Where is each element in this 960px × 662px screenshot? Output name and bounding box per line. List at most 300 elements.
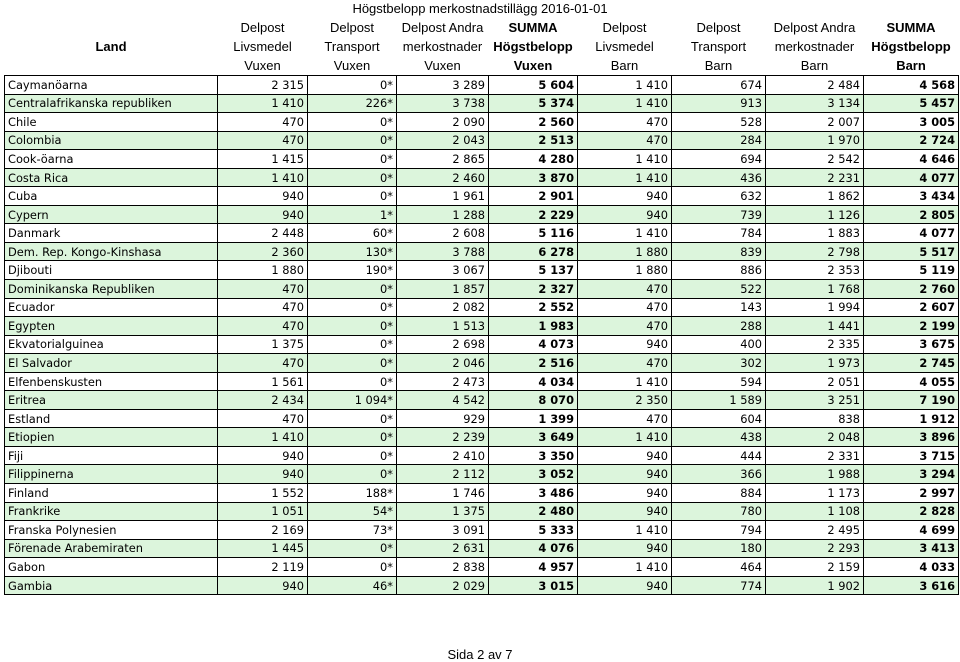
value-cell: 3 294 [864,465,959,484]
value-cell: 3 788 [397,242,489,261]
country-cell: Gabon [5,558,218,577]
value-cell: 0* [308,409,397,428]
value-cell: 1 410 [578,94,672,113]
value-cell: 1 513 [397,317,489,336]
value-cell: 2 608 [397,224,489,243]
table-row [5,113,959,132]
column-header: Vuxen [308,56,397,76]
value-cell: 784 [672,224,766,243]
column-header: merkostnader [402,39,483,54]
value-cell: 366 [672,465,766,484]
column-header: Delpost [240,20,285,35]
country-cell: Dem. Rep. Kongo-Kinshasa [5,242,218,261]
country-cell: El Salvador [5,354,218,373]
value-cell: 470 [578,298,672,317]
table-row [5,446,959,465]
value-cell: 470 [578,354,672,373]
value-cell: 4 280 [489,150,578,169]
table-row [5,187,959,206]
column-header: Vuxen [218,56,308,76]
value-cell: 1 988 [766,465,864,484]
value-cell: 1 880 [218,261,308,280]
value-cell: 2 231 [766,168,864,187]
value-cell: 3 251 [766,391,864,410]
value-cell: 1 441 [766,317,864,336]
country-cell: Centralafrikanska republiken [5,94,218,113]
table-row [5,428,959,447]
value-cell: 5 137 [489,261,578,280]
value-cell: 226* [308,94,397,113]
value-cell: 0* [308,354,397,373]
column-header: Högstbelopp [493,39,573,54]
column-header: Transport [690,39,747,54]
value-cell: 2 480 [489,502,578,521]
value-cell: 2 350 [578,391,672,410]
value-cell: 470 [218,298,308,317]
value-cell: 2 410 [397,446,489,465]
value-cell: 1 983 [489,317,578,336]
value-cell: 438 [672,428,766,447]
country-cell: Gambia [5,576,218,595]
value-cell: 2 229 [489,205,578,224]
value-cell: 1 410 [218,168,308,187]
value-cell: 4 542 [397,391,489,410]
value-cell: 2 901 [489,187,578,206]
value-cell: 3 005 [864,113,959,132]
value-cell: 940 [578,187,672,206]
table-row [5,168,959,187]
value-cell: 940 [218,187,308,206]
value-cell: 2 698 [397,335,489,354]
value-cell: 1 173 [766,484,864,503]
table-row [5,335,959,354]
country-cell: Elfenbenskusten [5,372,218,391]
value-cell: 1 883 [766,224,864,243]
value-cell: 0* [308,168,397,187]
value-cell: 2 112 [397,465,489,484]
table-row [5,242,959,261]
column-header: Delpost [602,20,647,35]
country-cell: Filippinerna [5,465,218,484]
value-cell: 3 738 [397,94,489,113]
table-row [5,409,959,428]
value-cell: 0* [308,187,397,206]
value-cell: 2 838 [397,558,489,577]
value-cell: 1 399 [489,409,578,428]
value-cell: 3 289 [397,76,489,95]
value-cell: 470 [578,131,672,150]
country-cell: Cook-öarna [5,150,218,169]
page-title: Högstbelopp merkostnadstillägg 2016-01-01 [352,1,608,16]
country-cell: Colombia [5,131,218,150]
value-cell: 1 445 [218,539,308,558]
value-cell: 5 517 [864,242,959,261]
country-cell: Cypern [5,205,218,224]
value-cell: 470 [218,131,308,150]
table-row [5,502,959,521]
value-cell: 0* [308,131,397,150]
value-cell: 4 073 [489,335,578,354]
column-header: Vuxen [397,56,489,76]
value-cell: 2 552 [489,298,578,317]
country-cell: Fiji [5,446,218,465]
value-cell: 2 484 [766,76,864,95]
value-cell: 464 [672,558,766,577]
country-cell: Estland [5,409,218,428]
value-cell: 2 560 [489,113,578,132]
value-cell: 1 410 [578,150,672,169]
country-cell: Finland [5,484,218,503]
table-row [5,576,959,595]
country-cell: Frankrike [5,502,218,521]
table-row [5,372,959,391]
value-cell: 1 880 [578,261,672,280]
value-cell: 143 [672,298,766,317]
value-cell: 0* [308,298,397,317]
value-cell: 2 631 [397,539,489,558]
column-header: SUMMA [508,20,558,35]
value-cell: 4 077 [864,224,959,243]
value-cell: 4 646 [864,150,959,169]
value-cell: 1 880 [578,242,672,261]
value-cell: 940 [578,539,672,558]
column-header: Högstbelopp [871,39,951,54]
value-cell: 4 055 [864,372,959,391]
value-cell: 1 410 [218,94,308,113]
value-cell: 0* [308,280,397,299]
value-cell: 886 [672,261,766,280]
country-cell: Dominikanska Republiken [5,280,218,299]
value-cell: 7 190 [864,391,959,410]
value-cell: 470 [218,354,308,373]
value-cell: 1 857 [397,280,489,299]
column-header: Transport [324,39,380,54]
column-header: merkostnader [774,39,855,54]
value-cell: 5 374 [489,94,578,113]
value-cell: 2 798 [766,242,864,261]
value-cell: 0* [308,558,397,577]
value-cell: 436 [672,168,766,187]
table-row [5,391,959,410]
country-cell: Djibouti [5,261,218,280]
value-cell: 594 [672,372,766,391]
table-row [5,224,959,243]
value-cell: 1 375 [397,502,489,521]
value-cell: 940 [578,446,672,465]
country-cell: Chile [5,113,218,132]
value-cell: 2 046 [397,354,489,373]
value-cell: 528 [672,113,766,132]
column-header: Barn [766,56,864,76]
value-cell: 3 434 [864,187,959,206]
value-cell: 1* [308,205,397,224]
value-cell: 3 649 [489,428,578,447]
country-cell: Costa Rica [5,168,218,187]
country-cell: Franska Polynesien [5,521,218,540]
value-cell: 794 [672,521,766,540]
value-cell: 1 912 [864,409,959,428]
value-cell: 3 067 [397,261,489,280]
value-cell: 3 350 [489,446,578,465]
value-cell: 839 [672,242,766,261]
value-cell: 470 [578,113,672,132]
value-cell: 1 746 [397,484,489,503]
value-cell: 2 745 [864,354,959,373]
value-cell: 0* [308,317,397,336]
value-cell: 0* [308,428,397,447]
value-cell: 940 [578,205,672,224]
column-header: Barn [578,56,672,76]
value-cell: 2 335 [766,335,864,354]
value-cell: 4 034 [489,372,578,391]
country-cell: Etiopien [5,428,218,447]
header-row [5,18,959,37]
value-cell: 8 070 [489,391,578,410]
value-cell: 1 589 [672,391,766,410]
value-cell: 1 410 [578,76,672,95]
value-cell: 940 [578,335,672,354]
value-cell: 1 561 [218,372,308,391]
value-cell: 940 [578,502,672,521]
value-cell: 130* [308,242,397,261]
column-header-land: Land [95,39,127,54]
value-cell: 3 675 [864,335,959,354]
value-cell: 5 333 [489,521,578,540]
table-row [5,354,959,373]
value-cell: 1 961 [397,187,489,206]
column-header: Livsmedel [233,39,292,54]
value-cell: 3 134 [766,94,864,113]
value-cell: 0* [308,446,397,465]
value-cell: 2 082 [397,298,489,317]
value-cell: 4 033 [864,558,959,577]
value-cell: 180 [672,539,766,558]
value-cell: 1 862 [766,187,864,206]
value-cell: 3 091 [397,521,489,540]
value-cell: 1 410 [578,558,672,577]
value-cell: 5 604 [489,76,578,95]
column-header: Livsmedel [595,39,654,54]
value-cell: 3 486 [489,484,578,503]
value-cell: 632 [672,187,766,206]
value-cell: 2 542 [766,150,864,169]
value-cell: 1 051 [218,502,308,521]
value-cell: 3 015 [489,576,578,595]
value-cell: 2 434 [218,391,308,410]
value-cell: 2 239 [397,428,489,447]
allowance-table [4,18,959,595]
value-cell: 4 699 [864,521,959,540]
value-cell: 3 616 [864,576,959,595]
value-cell: 2 090 [397,113,489,132]
value-cell: 2 293 [766,539,864,558]
value-cell: 2 460 [397,168,489,187]
value-cell: 5 457 [864,94,959,113]
value-cell: 522 [672,280,766,299]
column-header: Delpost [329,20,375,35]
table-row [5,521,959,540]
table-row [5,465,959,484]
value-cell: 5 116 [489,224,578,243]
table-row [5,484,959,503]
value-cell: 1 970 [766,131,864,150]
value-cell: 470 [218,280,308,299]
value-cell: 1 902 [766,576,864,595]
value-cell: 1 410 [578,168,672,187]
value-cell: 470 [578,317,672,336]
value-cell: 940 [578,576,672,595]
table-row [5,280,959,299]
value-cell: 1 410 [578,372,672,391]
value-cell: 913 [672,94,766,113]
value-cell: 2 997 [864,484,959,503]
column-header: SUMMA [886,20,936,35]
value-cell: 188* [308,484,397,503]
value-cell: 1 994 [766,298,864,317]
country-cell: Ecuador [5,298,218,317]
value-cell: 2 048 [766,428,864,447]
page-number: Sida 2 av 7 [447,647,513,662]
value-cell: 780 [672,502,766,521]
value-cell: 3 052 [489,465,578,484]
value-cell: 54* [308,502,397,521]
table-row [5,317,959,336]
value-cell: 940 [578,484,672,503]
value-cell: 2 513 [489,131,578,150]
value-cell: 302 [672,354,766,373]
value-cell: 940 [218,205,308,224]
column-header: Barn [672,56,766,76]
value-cell: 73* [308,521,397,540]
value-cell: 2 331 [766,446,864,465]
value-cell: 5 119 [864,261,959,280]
value-cell: 2 353 [766,261,864,280]
value-cell: 1 410 [578,224,672,243]
value-cell: 1 410 [218,428,308,447]
value-cell: 4 077 [864,168,959,187]
value-cell: 2 865 [397,150,489,169]
value-cell: 2 159 [766,558,864,577]
value-cell: 470 [218,113,308,132]
country-cell: Danmark [5,224,218,243]
value-cell: 0* [308,76,397,95]
value-cell: 2 760 [864,280,959,299]
value-cell: 2 119 [218,558,308,577]
value-cell: 2 051 [766,372,864,391]
value-cell: 3 896 [864,428,959,447]
country-cell: Eritrea [5,391,218,410]
value-cell: 1 288 [397,205,489,224]
value-cell: 1 094* [308,391,397,410]
value-cell: 444 [672,446,766,465]
value-cell: 60* [308,224,397,243]
value-cell: 2 607 [864,298,959,317]
value-cell: 2 495 [766,521,864,540]
value-cell: 3 715 [864,446,959,465]
country-cell: Caymanöarna [5,76,218,95]
country-cell: Ekvatorialguinea [5,335,218,354]
table-row [5,558,959,577]
value-cell: 4 957 [489,558,578,577]
value-cell: 400 [672,335,766,354]
value-cell: 4 568 [864,76,959,95]
country-cell: Egypten [5,317,218,336]
value-cell: 2 315 [218,76,308,95]
column-header: Delpost Andra [773,20,856,35]
value-cell: 0* [308,372,397,391]
value-cell: 46* [308,576,397,595]
column-header: Barn [864,56,959,76]
value-cell: 0* [308,113,397,132]
table-row [5,205,959,224]
value-cell: 4 076 [489,539,578,558]
country-cell: Cuba [5,187,218,206]
value-cell: 940 [578,465,672,484]
value-cell: 739 [672,205,766,224]
value-cell: 0* [308,335,397,354]
value-cell: 6 278 [489,242,578,261]
value-cell: 2 360 [218,242,308,261]
value-cell: 3 413 [864,539,959,558]
table-row [5,131,959,150]
table-row [5,150,959,169]
value-cell: 2 805 [864,205,959,224]
table-row [5,539,959,558]
value-cell: 2 007 [766,113,864,132]
table-row [5,261,959,280]
value-cell: 1 973 [766,354,864,373]
value-cell: 1 108 [766,502,864,521]
column-header: Delpost [696,20,741,35]
value-cell: 1 410 [578,428,672,447]
value-cell: 2 516 [489,354,578,373]
value-cell: 940 [218,576,308,595]
value-cell: 929 [397,409,489,428]
value-cell: 2 029 [397,576,489,595]
value-cell: 1 552 [218,484,308,503]
value-cell: 884 [672,484,766,503]
value-cell: 774 [672,576,766,595]
column-header: Delpost Andra [401,20,484,35]
value-cell: 604 [672,409,766,428]
value-cell: 3 870 [489,168,578,187]
value-cell: 1 375 [218,335,308,354]
value-cell: 694 [672,150,766,169]
value-cell: 2 327 [489,280,578,299]
value-cell: 1 415 [218,150,308,169]
value-cell: 940 [218,465,308,484]
value-cell: 0* [308,150,397,169]
value-cell: 1 410 [578,521,672,540]
value-cell: 674 [672,76,766,95]
value-cell: 2 448 [218,224,308,243]
table-row [5,76,959,95]
value-cell: 2 169 [218,521,308,540]
value-cell: 470 [218,409,308,428]
value-cell: 470 [218,317,308,336]
value-cell: 2 724 [864,131,959,150]
value-cell: 284 [672,131,766,150]
value-cell: 1 126 [766,205,864,224]
value-cell: 190* [308,261,397,280]
table-row [5,94,959,113]
value-cell: 288 [672,317,766,336]
value-cell: 0* [308,465,397,484]
value-cell: 2 473 [397,372,489,391]
value-cell: 1 768 [766,280,864,299]
value-cell: 0* [308,539,397,558]
country-cell: Förenade Arabemiraten [5,539,218,558]
